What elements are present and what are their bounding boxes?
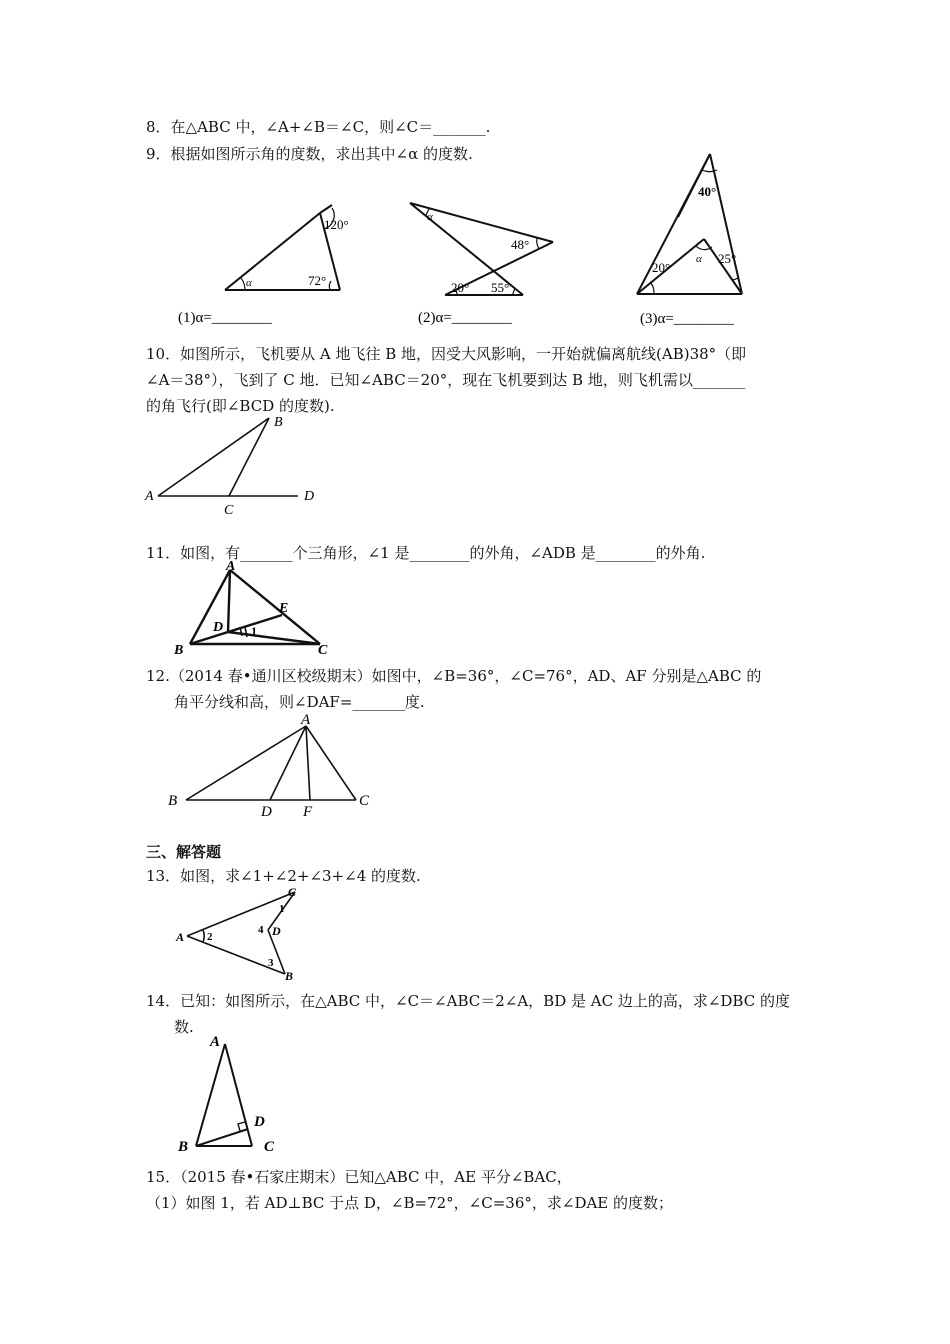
question-10-line-1: 10．如图所示，飞机要从 A 地飞往 B 地，因受大风影响，一开始就偏离航线(AB)38°（即 — [146, 345, 747, 363]
q11-label-e: E — [279, 601, 289, 616]
q13-label-3: 3 — [268, 957, 274, 969]
q13-label-a: A — [176, 930, 185, 944]
q10-label-c: C — [224, 503, 234, 518]
question-12-line-2: 角平分线和高，则∠DAF=_______度. — [174, 693, 425, 711]
q12-figure — [160, 704, 380, 822]
question-14-line-1: 14．已知：如图所示，在△ABC 中，∠C＝∠ABC＝2∠A，BD 是 AC 边上的高，求∠DBC 的度 — [146, 992, 790, 1010]
question-11: 11．如图，有_______个三角形，∠1 是________的外角，∠ADB 是________的外角. — [146, 544, 706, 562]
question-9: 9．根据如图所示角的度数，求出其中∠α 的度数. — [146, 145, 473, 163]
q12-label-f: F — [303, 804, 313, 820]
q10-figure — [140, 410, 330, 520]
q12-label-d: D — [261, 804, 272, 820]
q9-fig2-alpha: α — [427, 211, 433, 223]
q11-label-angle-1: 1 — [251, 624, 257, 638]
question-10-line-3: 的角飞行(即∠BCD 的度数). — [146, 397, 335, 415]
q13-label-c: C — [288, 885, 297, 899]
question-15-line-1: 15．（2015 春•石家庄期末）已知△ABC 中，AE 平分∠BAC， — [146, 1168, 572, 1186]
q12-label-a: A — [301, 712, 311, 728]
q9-fig3-angle-top: 40° — [698, 184, 717, 199]
question-8: 8．在△ABC 中，∠A+∠B＝∠C，则∠C＝_______. — [146, 118, 491, 136]
q13-label-4: 4 — [258, 924, 264, 936]
q9-figure-2 — [405, 198, 560, 328]
question-13: 13．如图，求∠1+∠2+∠3+∠4 的度数. — [146, 867, 421, 885]
q14-label-c: C — [264, 1139, 275, 1155]
q9-fig2-angle-b1: 20° — [451, 280, 470, 295]
q9-fig1-angle-top: 120° — [324, 217, 349, 232]
q14-label-d: D — [254, 1114, 265, 1130]
q10-label-d: D — [304, 489, 315, 504]
q11-label-d: D — [213, 620, 224, 635]
q11-figure — [168, 558, 343, 658]
q14-figure — [170, 1032, 290, 1157]
q12-label-b: B — [168, 793, 178, 809]
q9-fig3-alpha: α — [696, 253, 702, 265]
q13-figure — [172, 884, 317, 984]
q14-label-b: B — [178, 1139, 189, 1155]
q9-figure-1 — [178, 205, 370, 330]
q9-fig3-angle-left: 20° — [652, 260, 671, 275]
q12-label-c: C — [359, 793, 370, 809]
q13-label-b: B — [285, 969, 294, 983]
q10-label-a: A — [145, 489, 154, 504]
question-15-line-2: （1）如图 1，若 AD⊥BC 于点 D，∠B=72°，∠C=36°，求∠DAE 的度数； — [146, 1194, 674, 1212]
question-12-line-1: 12.（2014 春•通川区校级期末）如图中，∠B=36°，∠C=76°，AD、AF 分别是△ABC 的 — [146, 667, 762, 685]
q9-fig2-answer: (2)α=________ — [418, 310, 512, 326]
question-14-line-2: 数. — [174, 1018, 194, 1036]
q9-fig2-angle-b2: 55° — [491, 280, 510, 295]
q11-label-c: C — [318, 643, 328, 658]
q9-figure-3 — [630, 150, 790, 328]
q13-label-d: D — [272, 924, 281, 938]
q11-label-a: A — [226, 559, 236, 574]
q10-label-b: B — [274, 415, 283, 430]
q13-label-2: 2 — [207, 931, 213, 943]
q9-fig3-angle-right: 25° — [718, 251, 737, 266]
q11-label-b: B — [174, 643, 184, 658]
question-10-line-2: ∠A＝38°），飞到了 C 地．已知∠ABC＝20°，现在飞机要到达 B 地，则飞机需以_______ — [146, 371, 746, 389]
q9-fig1-answer: (1)α=________ — [178, 310, 272, 326]
q9-fig1-angle-bottom: 72° — [308, 273, 327, 288]
q9-fig3-answer: (3)α=________ — [640, 311, 734, 327]
q13-label-1: 1 — [279, 903, 285, 915]
q14-label-a: A — [210, 1034, 221, 1050]
section-title: 三、解答题 — [146, 843, 222, 861]
q9-fig1-alpha: α — [246, 277, 252, 289]
q9-fig2-angle-right: 48° — [511, 237, 530, 252]
